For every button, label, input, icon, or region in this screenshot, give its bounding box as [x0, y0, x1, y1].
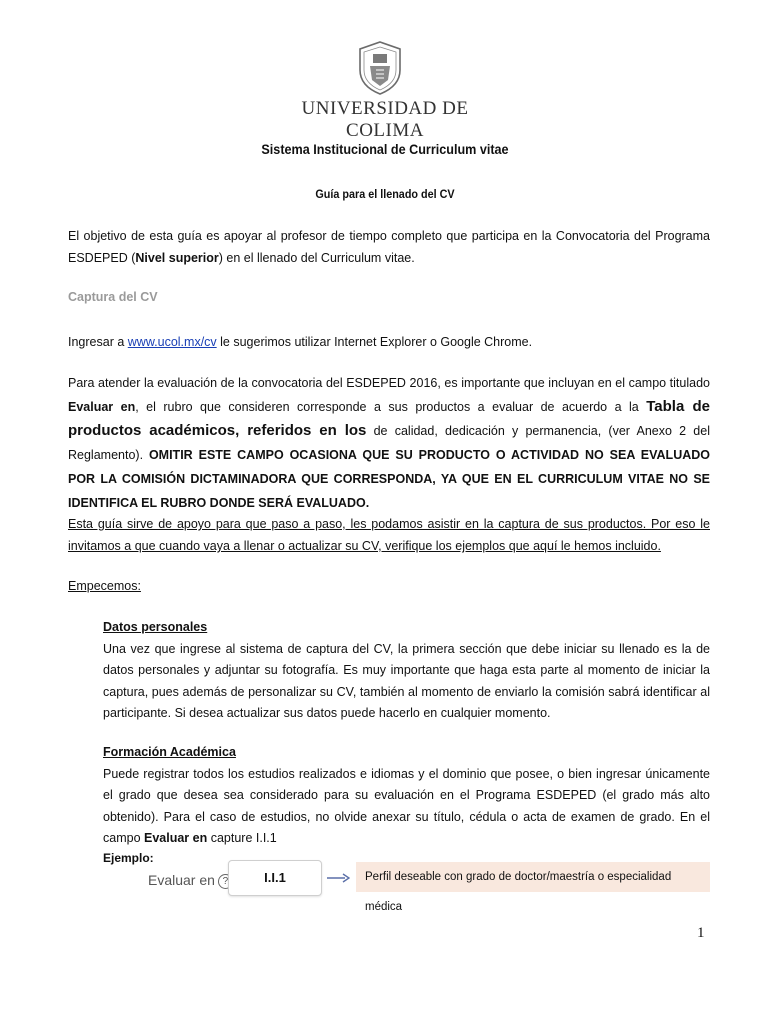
document-subtitle: Guía para el llenado del CV — [315, 187, 455, 201]
evaluar-en-label: Evaluar en ? — [148, 872, 233, 889]
ingresar-paragraph: Ingresar a www.ucol.mx/cv le sugerimos utilizar Internet Explorer o Google Chrome. — [68, 335, 533, 349]
ejemplo-note: Perfil deseable con grado de doctor/maestría o especialidad médica — [356, 862, 710, 892]
intro-paragraph: El objetivo de esta guía es apoyar al profesor de tiempo completo que participa en la Convocatoria del Programa ESDEPED (Nivel superior) en el llenado del Curriculum vitae. — [68, 229, 710, 265]
captura-heading: Captura del CV — [68, 290, 158, 304]
ejemplo-label: Ejemplo: — [103, 851, 154, 865]
arrow-right-icon — [326, 873, 350, 883]
datos-personales-text: Una vez que ingrese al sistema de captura del CV, la primera sección que debe iniciar su llenado es la de datos personales y adjuntar su fotografía. Es muy importante que haga esta parte al momento de iniciar la captura, pues además de personalizar su CV, también al momento de enviarlo la comisión sabrá identificar al participante. Si desea actualizar sus datos puede hacerlo en cualquier momento. — [103, 641, 710, 720]
document-title: Sistema Institucional de Curriculum vitae — [261, 141, 509, 157]
page-number: 1 — [697, 925, 705, 941]
datos-personales-heading: Datos personales — [103, 620, 208, 634]
university-name: UNIVERSIDAD DE COLIMA — [301, 98, 469, 141]
evaluar-en-input[interactable]: I.I.1 — [228, 860, 322, 896]
formacion-section: Formación Académica Puede registrar todos los estudios realizados e idiomas y el dominio que posee, o bien ingresar únicamente el grado que desea sea considerado para su evaluación en el Programa ESDEPED (el grado más alto obtenido). Para el caso de estudios, no olvide anexar su título, cédula o acta de examen de grado. En el campo Evaluar en capture I.I.1 — [103, 742, 710, 850]
formacion-heading: Formación Académica — [103, 745, 236, 759]
cv-link[interactable]: www.ucol.mx/cv — [127, 335, 217, 349]
university-seal-icon — [356, 40, 404, 96]
help-icon[interactable]: ? — [218, 874, 233, 889]
guia-apoyo-paragraph: Esta guía sirve de apoyo para que paso a paso, les podamos asistir en la captura de sus productos. Por eso le invitamos a que cuando vaya a llenar o actualizar su CV, verifique los ejemplos que aquí le hemos incluido. — [68, 517, 710, 553]
datos-personales-section — [103, 617, 710, 725]
empecemos-label: Empecemos: — [68, 579, 141, 593]
evaluacion-paragraph: Para atender la evaluación de la convocatoria del ESDEPED 2016, es importante que incluyan en el campo titulado Evaluar en, el rubro que consideren corresponde a sus productos a evaluar de acuerdo a la Tabla de productos académicos, referidos en los de calidad, dedicación y permanencia, (ver Anexo 2 del Reglamento). OMITIR ESTE CAMPO OCASIONA QUE SU PRODUCTO O ACTIVIDAD NO SEA EVALUADO POR LA COMISIÓN DICTAMINADORA QUE CORRESPONDA, YA QUE EN EL CURRICULUM VITAE NO SE IDENTIFICA EL RUBRO DONDE SERÁ EVALUADO. — [68, 376, 710, 510]
